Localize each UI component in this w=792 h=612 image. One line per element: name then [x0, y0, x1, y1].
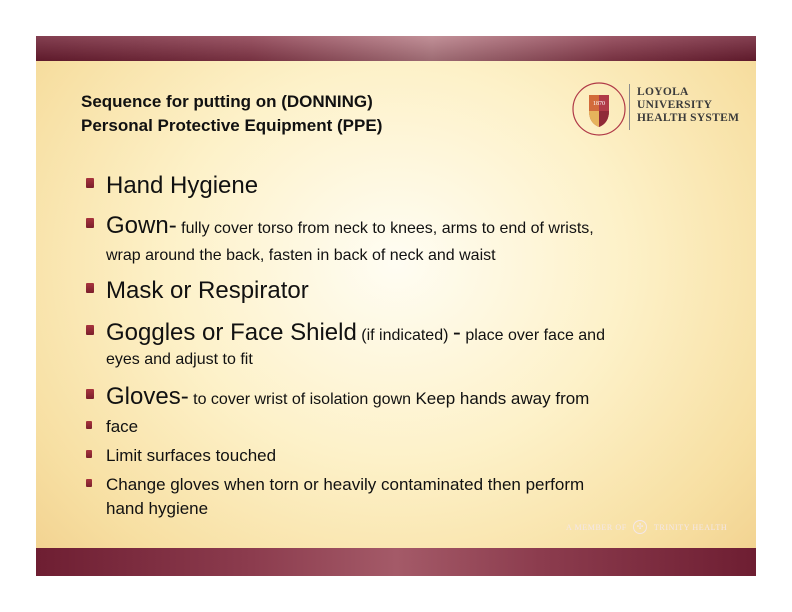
university-seal-icon — [571, 81, 627, 137]
item-gown — [106, 212, 594, 240]
footer-trinity — [566, 521, 727, 535]
logo-divider — [629, 84, 630, 130]
trinity-emblem-icon: ✣ — [633, 520, 647, 534]
slide — [36, 36, 756, 576]
gloves-description-b: Keep hands away from — [415, 389, 590, 408]
top-banner — [36, 36, 756, 61]
bullet-icon — [86, 450, 92, 458]
goggles-dash: - — [452, 319, 461, 346]
gown-description: fully cover torso from neck to knees, arms to end of wrists, — [181, 220, 594, 237]
item-goggles — [106, 319, 605, 347]
bullet-icon — [86, 389, 94, 399]
title-line-2: Personal Protective Equipment (PPE) — [81, 116, 383, 135]
item-gloves — [106, 383, 589, 411]
title-line-1: Sequence for putting on (DONNING) — [81, 92, 373, 111]
item-change-gloves: Change gloves when torn or heavily contaminated then perform — [106, 475, 585, 494]
seal-year: 1870 — [593, 101, 605, 107]
bullet-icon — [86, 178, 94, 188]
bottom-banner — [36, 548, 756, 576]
goggles-paren: (if indicated) — [361, 327, 449, 344]
item-face: face — [106, 417, 139, 436]
logo-line-3: HEALTH SYSTEM — [637, 112, 740, 124]
item-hand-hygiene: Hand Hygiene — [106, 172, 259, 199]
slide-title — [81, 90, 551, 138]
gown-heading: Gown- — [106, 212, 177, 239]
gloves-description: to cover wrist of isolation gown — [193, 391, 412, 408]
logo-line-1: LOYOLA — [637, 86, 689, 98]
goggles-heading: Goggles or Face Shield — [106, 319, 357, 346]
bullet-icon — [86, 479, 92, 487]
item-limit-surfaces: Limit surfaces touched — [106, 446, 277, 465]
item-mask: Mask or Respirator — [106, 277, 309, 304]
goggles-description-cont: eyes and adjust to fit — [106, 351, 253, 368]
footer-text-right: TRINITY HEALTH — [653, 522, 728, 532]
bullet-icon — [86, 325, 94, 335]
goggles-description: place over face and — [465, 327, 605, 344]
item-change-gloves-cont: hand hygiene — [106, 499, 209, 518]
bullet-icon — [86, 283, 94, 293]
gloves-heading: Gloves- — [106, 383, 189, 410]
logo-line-2: UNIVERSITY — [637, 99, 713, 111]
loyola-logo — [571, 78, 751, 138]
bullet-icon — [86, 421, 92, 429]
gown-description-cont: wrap around the back, fasten in back of neck and waist — [106, 247, 496, 264]
logo-wordmark — [637, 86, 739, 125]
bullet-icon — [86, 218, 94, 228]
footer-text-left: A MEMBER OF — [566, 522, 627, 532]
